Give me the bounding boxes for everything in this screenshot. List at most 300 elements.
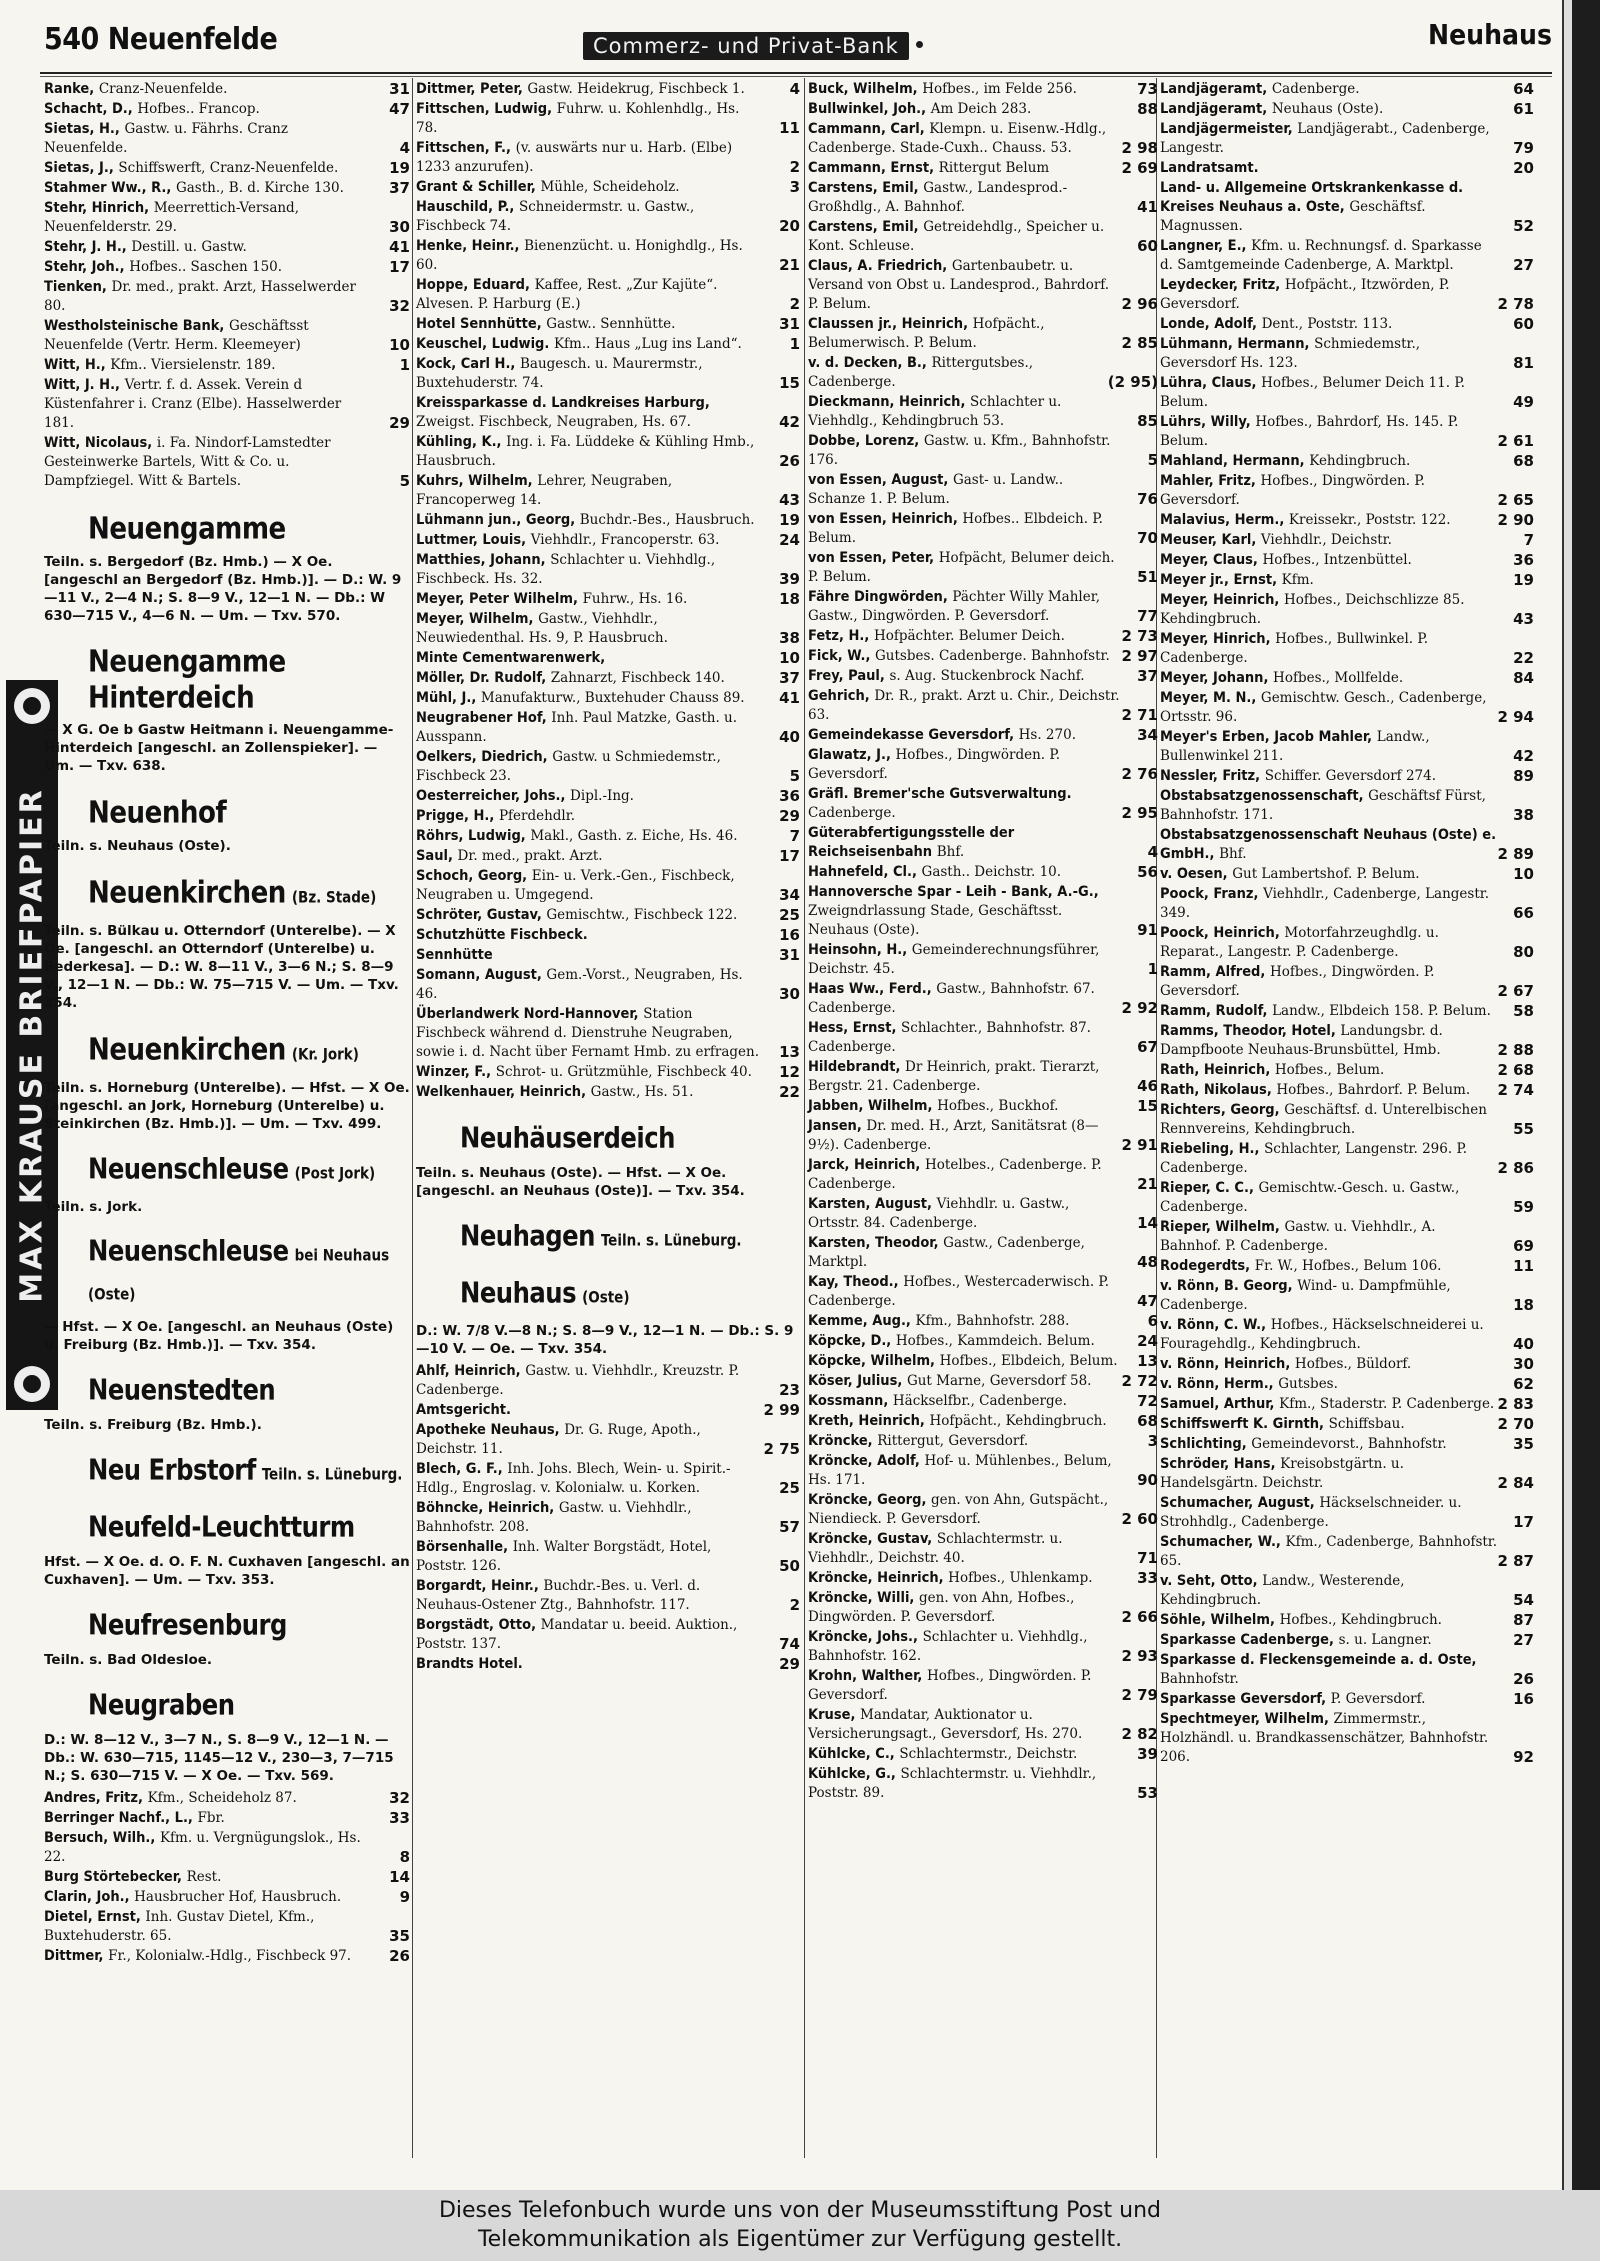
directory-entry: [1160, 1316, 1534, 1354]
entry-phone-number: 2 88: [1497, 1041, 1534, 1059]
entry-details: Schlachter u. Viehhdlg., Fischbeck. Hs. 32.: [416, 552, 716, 587]
entry-phone-number: 35: [389, 1927, 410, 1945]
directory-entry: [416, 1083, 800, 1102]
entry-details: Schlachtermstr. u. Viehhdlr., Deichstr. 40.: [808, 1531, 1063, 1566]
directory-entry: [808, 647, 1158, 666]
entry-details: Hotelbes., Cadenberge. P. Cadenberge.: [808, 1157, 1102, 1192]
entry-phone-number: 20: [779, 217, 800, 235]
entry-phone-number: 31: [389, 80, 410, 98]
directory-entry: [416, 1421, 800, 1459]
entry-details: Kreissekr., Poststr. 122.: [1288, 512, 1451, 528]
footer-notice: [0, 2190, 1600, 2261]
entry-name: von Essen, August,: [808, 472, 949, 488]
entry-phone-number: 31: [779, 315, 800, 333]
entry-details: Kfm. u. Vergnügungslok., Hs. 22.: [44, 1830, 361, 1865]
section-note: Teiln. s. Neuhaus (Oste). — Hfst. — X Oe. [angeschl. an Neuhaus (Oste)]. — Txv. 354.: [416, 1165, 745, 1199]
directory-entry: [808, 746, 1158, 784]
directory-entry: [808, 627, 1158, 646]
entry-phone-number: 27: [1513, 256, 1534, 274]
directory-entry: [1160, 963, 1534, 1001]
column-2: [416, 80, 800, 1675]
entry-phone-number: 58: [1513, 1002, 1534, 1020]
entry-phone-number: 32: [389, 1789, 410, 1807]
directory-entry: [1160, 826, 1534, 864]
entry-phone-number: 2 82: [1121, 1725, 1158, 1743]
entry-details: Cadenberge.: [808, 805, 896, 821]
entry-phone-number: 20: [1513, 159, 1534, 177]
entry-details: Schlachter u. Viehhdlg., Bahnhofstr. 162.: [808, 1629, 1088, 1664]
entry-phone-number: 26: [779, 452, 800, 470]
entry-phone-number: 13: [779, 1043, 800, 1061]
entry-name: Schacht, D.,: [44, 101, 133, 117]
section-note: D.: W. 8—12 V., 3—7 N., S. 8—9 V., 12—1 N. — Db.: W. 630—715, 1145—12 V., 230—3, 7—715 N.; S. 630—715 V. — X Oe. — Txv. 569.: [44, 1732, 394, 1784]
section-heading: Neufeld-Leuchtturm: [88, 1511, 355, 1544]
entry-phone-number: 80: [1513, 943, 1534, 961]
entry-name: Kreissparkasse d. Landkreises Harburg,: [416, 395, 710, 411]
entry-details: Bhf.: [936, 844, 965, 860]
entry-details: Inh. Paul Matzke, Gasth. u. Ausspann.: [416, 710, 738, 745]
entry-name: Kröncke, Adolf,: [808, 1453, 920, 1469]
entry-details: Gasth., B. d. Kirche 130.: [175, 180, 344, 196]
entry-phone-number: 4: [1147, 843, 1158, 861]
entry-details: Gemeinderechnungsführer, Deichstr. 45.: [808, 942, 1100, 977]
entry-name: Kühlcke, C.,: [808, 1746, 895, 1762]
entry-name: Prigge, H.,: [416, 808, 495, 824]
entry-phone-number: 33: [389, 1809, 410, 1827]
entry-name: Meyer, M. N.,: [1160, 690, 1257, 706]
entry-phone-number: 12: [779, 1063, 800, 1081]
directory-entry: [1160, 1631, 1534, 1650]
entry-details: Viehhdlr., Deichstr.: [1260, 532, 1392, 548]
entry-details: Hofbes., im Felde 256.: [922, 81, 1077, 97]
entry-details: Getreidehdlg., Speicher u. Kont. Schleuse.: [808, 219, 1105, 254]
directory-entry: [1160, 179, 1534, 236]
entry-name: Kruse,: [808, 1707, 856, 1723]
directory-entry: [44, 317, 410, 355]
directory-entry: [416, 709, 800, 747]
entry-name: Bersuch, Wilh.,: [44, 1830, 156, 1846]
entry-name: Hotel Sennhütte,: [416, 316, 542, 332]
entry-details: Gutsbes.: [1278, 1376, 1338, 1392]
entry-name: Rieper, C. C.,: [1160, 1180, 1254, 1196]
entry-phone-number: 60: [1137, 237, 1158, 255]
entry-details: Makl., Gasth. z. Eiche, Hs. 46.: [530, 828, 738, 844]
entry-name: Köpcke, Wilhelm,: [808, 1353, 936, 1369]
directory-entry: [1160, 1081, 1534, 1100]
entry-phone-number: 2 72: [1121, 1372, 1158, 1390]
entry-phone-number: 17: [1513, 1513, 1534, 1531]
entry-name: Meyer's Erben, Jacob Mahler,: [1160, 729, 1373, 745]
entry-details: Kehdingbruch.: [1309, 453, 1411, 469]
directory-entry: [1160, 1179, 1534, 1217]
entry-name: Ahlf, Heinrich,: [416, 1363, 521, 1379]
entry-phone-number: 22: [1513, 649, 1534, 667]
entry-details: Schiffswerft, Cranz-Neuenfelde.: [118, 160, 339, 176]
entry-name: Köpcke, D.,: [808, 1333, 892, 1349]
directory-entry: [808, 1628, 1158, 1666]
directory-entry: [416, 689, 800, 708]
directory-entry: [416, 1460, 800, 1498]
entry-name: Söhle, Wilhelm,: [1160, 1612, 1275, 1628]
entry-name: Rath, Nikolaus,: [1160, 1082, 1272, 1098]
entry-phone-number: 39: [1137, 1745, 1158, 1763]
entry-name: Rieper, Wilhelm,: [1160, 1219, 1280, 1235]
entry-details: Dr Heinrich, prakt. Tierarzt, Bergstr. 21. Cadenberge.: [808, 1059, 1100, 1094]
entry-details: Geschäftsf. Magnussen.: [1160, 199, 1426, 234]
entry-name: Oelkers, Diedrich,: [416, 749, 548, 765]
directory-entry: [44, 80, 410, 99]
directory-entry: [416, 590, 800, 609]
entry-name: Berringer Nachf., L.,: [44, 1810, 193, 1826]
entry-phone-number: 52: [1513, 217, 1534, 235]
section-note: Teiln. s. Bad Oldesloe.: [44, 1652, 213, 1668]
entry-phone-number: 2 94: [1497, 708, 1534, 726]
entry-details: Häckselfbr., Cadenberge.: [892, 1393, 1067, 1409]
entry-name: v. Seht, Otto,: [1160, 1573, 1258, 1589]
entry-phone-number: 10: [1513, 865, 1534, 883]
entry-phone-number: 5: [399, 472, 410, 490]
directory-entry: [808, 687, 1158, 725]
entry-details: Hofbes., Uhlenkamp.: [948, 1570, 1093, 1586]
directory-entry: [1160, 1277, 1534, 1315]
entry-phone-number: 66: [1513, 904, 1534, 922]
entry-name: Rodegerdts,: [1160, 1258, 1251, 1274]
header-rule: [40, 72, 1552, 74]
entry-name: Borgardt, Heinr.,: [416, 1578, 539, 1594]
entry-details: Landw., Westerende, Kehdingbruch.: [1160, 1573, 1405, 1608]
entry-details: Lehrer, Neugraben, Francoperweg 14.: [416, 473, 673, 508]
entry-name: v. Rönn, Heinrich,: [1160, 1356, 1291, 1372]
directory-entry: [416, 394, 800, 432]
entry-phone-number: 48: [1137, 1253, 1158, 1271]
entry-phone-number: 7: [789, 827, 800, 845]
directory-entry: [808, 1412, 1158, 1431]
entry-phone-number: 2 98: [1121, 139, 1158, 157]
directory-entry: [1160, 100, 1534, 119]
entry-phone-number: 54: [1513, 1591, 1534, 1609]
section-heading: Neuhagen Teiln. s. Lüneburg.: [460, 1220, 742, 1253]
directory-entry: [1160, 276, 1534, 314]
directory-entry: [416, 827, 800, 846]
entry-name: Kröncke, Heinrich,: [808, 1570, 944, 1586]
directory-entry: [808, 218, 1158, 256]
entry-name: Lührs, Willy,: [1160, 414, 1251, 430]
entry-name: v. Rönn, C. W.,: [1160, 1317, 1267, 1333]
entry-phone-number: 5: [789, 767, 800, 785]
directory-entry: [416, 80, 800, 99]
entry-phone-number: 2 67: [1497, 982, 1534, 1000]
entry-details: Gut Lambertshof. P. Belum.: [1232, 866, 1420, 882]
directory-entry: [808, 1097, 1158, 1116]
entry-details: Gastw. Heidekrug, Fischbeck 1.: [527, 81, 745, 97]
directory-entry: [416, 867, 800, 905]
entry-details: Hofbes., Dingwörden. P. Geversdorf.: [1160, 964, 1435, 999]
entry-name: Landjägeramt,: [1160, 101, 1268, 117]
directory-entry: [1160, 1611, 1534, 1630]
entry-details: Gastw. u. Kfm., Bahnhofstr. 176.: [808, 433, 1111, 468]
entry-details: Kfm., Scheideholz 87.: [147, 1790, 297, 1806]
entry-phone-number: 21: [1137, 1175, 1158, 1193]
entry-name: Matthies, Johann,: [416, 552, 546, 568]
entry-details: Hofbes., Dingwörden. P. Geversdorf.: [808, 1668, 1092, 1703]
entry-details: Hofbes., Bahrdorf, Hs. 145. P. Belum.: [1160, 414, 1459, 449]
directory-entry: [808, 1491, 1158, 1529]
entry-name: Möller, Dr. Rudolf,: [416, 670, 547, 686]
entry-phone-number: 2 73: [1121, 627, 1158, 645]
page-header: [40, 8, 1552, 58]
section-heading: Neuengamme: [88, 510, 286, 546]
place-heading-right: Neuhaus: [1428, 18, 1552, 51]
entry-phone-number: 36: [779, 787, 800, 805]
entry-name: Meyer, Hinrich,: [1160, 631, 1271, 647]
directory-entry: [808, 354, 1158, 392]
entry-details: Schlachter u. Viehhdlg., Kehdingbruch 53.: [808, 394, 1062, 429]
entry-details: Gemischtw. Gesch., Cadenberge, Ortsstr. 96.: [1160, 690, 1487, 725]
entry-name: Karsten, Theodor,: [808, 1235, 939, 1251]
entry-phone-number: 41: [1137, 198, 1158, 216]
entry-name: Dieckmann, Heinrich,: [808, 394, 966, 410]
entry-name: Kröncke, Willi,: [808, 1590, 915, 1606]
directory-entry: [808, 1156, 1158, 1194]
section-heading: Neu Erbstorf Teiln. s. Lüneburg.: [88, 1454, 403, 1487]
directory-entry: [808, 863, 1158, 882]
entry-name: Borgstädt, Otto,: [416, 1617, 537, 1633]
scan-edge-shadow: [1572, 0, 1600, 2190]
directory-entry: [808, 1234, 1158, 1272]
directory-entry: [416, 1401, 800, 1420]
directory-entry: [1160, 571, 1534, 590]
entry-phone-number: 32: [389, 297, 410, 315]
section-heading: Neuengamme Hinterdeich: [88, 643, 286, 715]
entry-name: Hildebrandt,: [808, 1059, 901, 1075]
entry-phone-number: 13: [1137, 1352, 1158, 1370]
entry-phone-number: 87: [1513, 1611, 1534, 1629]
entry-name: Schumacher, August,: [1160, 1495, 1315, 1511]
entry-phone-number: 60: [1513, 315, 1534, 333]
directory-entry: [808, 1765, 1158, 1803]
entry-phone-number: 29: [389, 414, 410, 432]
entry-name: Somann, August,: [416, 967, 542, 983]
directory-entry: [44, 1789, 410, 1808]
entry-phone-number: 14: [389, 1868, 410, 1886]
header-rule-thin: [40, 76, 1552, 77]
directory-entry: [808, 471, 1158, 509]
directory-entry: [808, 1352, 1158, 1371]
entry-phone-number: 2 89: [1497, 845, 1534, 863]
section-heading: Neuhaus (Oste): [460, 1277, 630, 1310]
entry-details: Hofbes., Bahrdorf. P. Belum.: [1276, 1082, 1471, 1098]
entry-details: Hofbes., Belum.: [1274, 1062, 1385, 1078]
entry-name: Glawatz, J.,: [808, 747, 891, 763]
directory-entry: [416, 610, 800, 648]
directory-entry: [808, 179, 1158, 217]
entry-name: Lühmann jun., Georg,: [416, 512, 576, 528]
directory-entry: [1160, 1435, 1534, 1454]
directory-entry: [808, 1432, 1158, 1451]
entry-details: Mandatar u. beeid. Auktion., Poststr. 137.: [416, 1617, 738, 1652]
entry-details: Dr. med., prakt. Arzt.: [457, 848, 603, 864]
directory-entry: [1160, 452, 1534, 471]
entry-name: Ramms, Theodor, Hotel,: [1160, 1023, 1336, 1039]
section-heading: Neuhäuserdeich: [460, 1122, 675, 1155]
entry-name: Sparkasse Geversdorf,: [1160, 1691, 1327, 1707]
entry-details: Gastw.. Sennhütte.: [546, 316, 676, 332]
entry-name: Jarck, Heinrich,: [808, 1157, 921, 1173]
entry-name: Schlichting,: [1160, 1436, 1247, 1452]
entry-details: i. Fa. Nindorf-Lamstedter Gesteinwerke Bartels, Witt & Co. u. Dampfziegel. Witt & Bartels.: [44, 435, 331, 489]
entry-phone-number: 19: [1513, 571, 1534, 589]
entry-details: Hofbes.. Francop.: [137, 101, 260, 117]
entry-phone-number: 79: [1513, 139, 1534, 157]
directory-entry: [44, 179, 410, 198]
directory-entry: [416, 748, 800, 786]
entry-name: Landratsamt.: [1160, 160, 1259, 176]
directory-entry: [1160, 767, 1534, 786]
entry-details: Neuhaus (Oste).: [1271, 101, 1384, 117]
entry-details: Geschäftsf. d. Unterelbischen Rennvereins, Kehdingbruch.: [1160, 1102, 1487, 1137]
entry-details: Schiffsbau.: [1328, 1416, 1405, 1432]
entry-details: Hofbes., Belumer Deich 11. P. Belum.: [1160, 375, 1465, 410]
directory-entry: [808, 257, 1158, 314]
entry-details: Hofbes., Elbdeich, Belum.: [939, 1353, 1118, 1369]
entry-name: Gehrich,: [808, 688, 870, 704]
directory-entry: [44, 356, 410, 375]
entry-details: Zweigst. Fischbeck, Neugraben, Hs. 67.: [416, 414, 691, 430]
entry-name: Sennhütte: [416, 947, 493, 963]
section-heading: Neuenstedten: [88, 1374, 276, 1407]
entry-details: Gastw. u. Viehhdlr., A. Bahnhof. P. Cadenberge.: [1160, 1219, 1436, 1254]
entry-details: Zweigndrlassung Stade, Geschäftsst. Neuhaus (Oste).: [808, 903, 1063, 938]
entry-phone-number: 47: [1137, 1292, 1158, 1310]
entry-details: Hofbes., Mollfelde.: [1273, 670, 1404, 686]
entry-phone-number: 4: [399, 139, 410, 157]
entry-phone-number: 49: [1513, 393, 1534, 411]
directory-entry: [808, 1589, 1158, 1627]
directory-entry: [416, 100, 800, 138]
entry-name: Krohn, Walther,: [808, 1668, 923, 1684]
entry-details: Gastw. u. Viehhdlr., Bahnhofstr. 208.: [416, 1500, 692, 1535]
entry-name: v. Oesen,: [1160, 866, 1228, 882]
entry-phone-number: 72: [1137, 1392, 1158, 1410]
directory-entry: [44, 1868, 410, 1887]
entry-name: Böhncke, Heinrich,: [416, 1500, 555, 1516]
section-note: Teiln. s. Bergedorf (Bz. Hmb.) — X Oe. [angeschl an Bergedorf (Bz. Hmb.)]. — D.: W. 9—11 V., 2—4 N.; S. 8—9 V., 12—1 N. — Db.: W 630—715 V., 4—6 N. — Um. — Txv. 570.: [44, 554, 402, 624]
section-note: D.: W. 7/8 V.—8 N.; S. 8—9 V., 12—1 N. — Db.: S. 9—10 V. — Oe. — Txv. 354.: [416, 1323, 794, 1357]
directory-entry: [808, 1745, 1158, 1764]
directory-entry: [416, 1616, 800, 1654]
entry-name: Lühra, Claus,: [1160, 375, 1257, 391]
entry-name: Londe, Adolf,: [1160, 316, 1257, 332]
entry-name: Buck, Wilhelm,: [808, 81, 918, 97]
entry-details: Wind- u. Dampfmühle, Cadenberge.: [1160, 1278, 1451, 1313]
entry-details: Rittergut, Geversdorf.: [877, 1433, 1029, 1449]
entry-name: Ramm, Rudolf,: [1160, 1003, 1268, 1019]
directory-entry: [808, 824, 1158, 862]
entry-phone-number: 34: [779, 886, 800, 904]
section-note: Teiln. s. Horneburg (Unterelbe). — Hfst. — X Oe. [angeschl. an Jork, Horneburg (Unterelbe) u. Steinkirchen (Bz. Hmb.)]. — Um. — Txv. 499.: [44, 1080, 410, 1132]
directory-entry: [44, 1809, 410, 1828]
entry-details: Kfm., Cadenberge, Bahnhofstr. 65.: [1160, 1534, 1498, 1569]
entry-name: Kossmann,: [808, 1393, 889, 1409]
directory-entry: [1160, 1651, 1534, 1689]
entry-details: Gast- u. Landw.. Schanze 1. P. Belum.: [808, 472, 1064, 507]
entry-name: Richters, Georg,: [1160, 1102, 1280, 1118]
entry-details: Gem.-Vorst., Neugraben, Hs. 46.: [416, 967, 743, 1002]
entry-phone-number: 2 69: [1121, 159, 1158, 177]
entry-details: Schmiedemstr., Geversdorf Hs. 123.: [1160, 336, 1421, 371]
entry-name: Apotheke Neuhaus,: [416, 1422, 560, 1438]
entry-details: Gastw., Cadenberge, Marktpl.: [808, 1235, 1085, 1270]
entry-phone-number: 10: [389, 336, 410, 354]
directory-entry: [1160, 1395, 1534, 1414]
entry-phone-number: 38: [779, 629, 800, 647]
entry-phone-number: 2 74: [1497, 1081, 1534, 1099]
entry-name: Dittmer, Peter,: [416, 81, 523, 97]
entry-name: Amtsgericht.: [416, 1402, 512, 1418]
directory-entry: [416, 315, 800, 334]
entry-phone-number: 43: [1513, 610, 1534, 628]
entry-phone-number: 53: [1137, 1784, 1158, 1802]
entry-details: Inh. Walter Borgstädt, Hotel, Poststr. 126.: [416, 1539, 712, 1574]
entry-phone-number: 26: [1513, 1670, 1534, 1688]
directory-entry: [44, 1908, 410, 1946]
entry-phone-number: 5: [1147, 451, 1158, 469]
directory-entry: [808, 1312, 1158, 1331]
directory-entry: [808, 1372, 1158, 1391]
entry-details: Schlachter., Bahnhofstr. 87. Cadenberge.: [808, 1020, 1091, 1055]
entry-name: Burg Störtebecker,: [44, 1869, 182, 1885]
directory-entry: [44, 1947, 410, 1966]
entry-phone-number: 88: [1137, 100, 1158, 118]
entry-name: Dietel, Ernst,: [44, 1909, 141, 1925]
entry-name: Kemme, Aug.,: [808, 1313, 911, 1329]
directory-entry: [1160, 1572, 1534, 1610]
entry-details: Dr. med., prakt. Arzt, Hasselwerder 80.: [44, 279, 356, 314]
directory-entry: [416, 551, 800, 589]
entry-details: Pächter Willy Mahler, Gastw., Dingwörden. P. Geversdorf.: [808, 589, 1100, 624]
entry-details: Gastw., Bahnhofstr. 67. Cadenberge.: [808, 981, 1095, 1016]
directory-entry: [1160, 1002, 1534, 1021]
directory-entry: [416, 847, 800, 866]
entry-details: Hofpächt., Itzwörden, P. Geversdorf.: [1160, 277, 1450, 312]
entry-details: Gastw. u Schmiedemstr., Fischbeck 23.: [416, 749, 721, 784]
entry-phone-number: 43: [779, 491, 800, 509]
entry-details: Cadenberge.: [1271, 81, 1360, 97]
entry-name: Schiffswerft K. Girnth,: [1160, 1416, 1324, 1432]
entry-name: Ramm, Alfred,: [1160, 964, 1266, 980]
directory-entry: [1160, 374, 1534, 412]
entry-list: [808, 80, 1158, 1803]
entry-phone-number: 42: [1513, 747, 1534, 765]
entry-phone-number: 36: [1513, 551, 1534, 569]
bank-banner: Commerz- und Privat-Bank: [583, 32, 909, 60]
entry-details: Rittergutsbes., Cadenberge.: [808, 355, 1034, 390]
section-note: Hfst. — X Oe. d. O. F. N. Cuxhaven [angeschl. an Cuxhaven]. — Um. — Txv. 353.: [44, 1554, 410, 1588]
entry-name: Frey, Paul,: [808, 668, 885, 684]
entry-name: Leydecker, Fritz,: [1160, 277, 1281, 293]
directory-entry: [808, 432, 1158, 470]
directory-entry: [416, 649, 800, 668]
entry-phone-number: 6: [1147, 1312, 1158, 1330]
entry-name: Sietas, H.,: [44, 121, 120, 137]
entry-details: Landjägerabt., Cadenberge, Langestr.: [1160, 121, 1490, 156]
column-3: [808, 80, 1158, 1804]
entry-details: Kfm., Bahnhofstr. 288.: [915, 1313, 1070, 1329]
section-heading: Neuenkirchen (Bz. Stade): [88, 874, 377, 910]
entry-phone-number: 46: [1137, 1077, 1158, 1095]
entry-details: Dr. R., prakt. Arzt u. Chir., Deichstr. 63.: [808, 688, 1120, 723]
directory-entry: [416, 1538, 800, 1576]
